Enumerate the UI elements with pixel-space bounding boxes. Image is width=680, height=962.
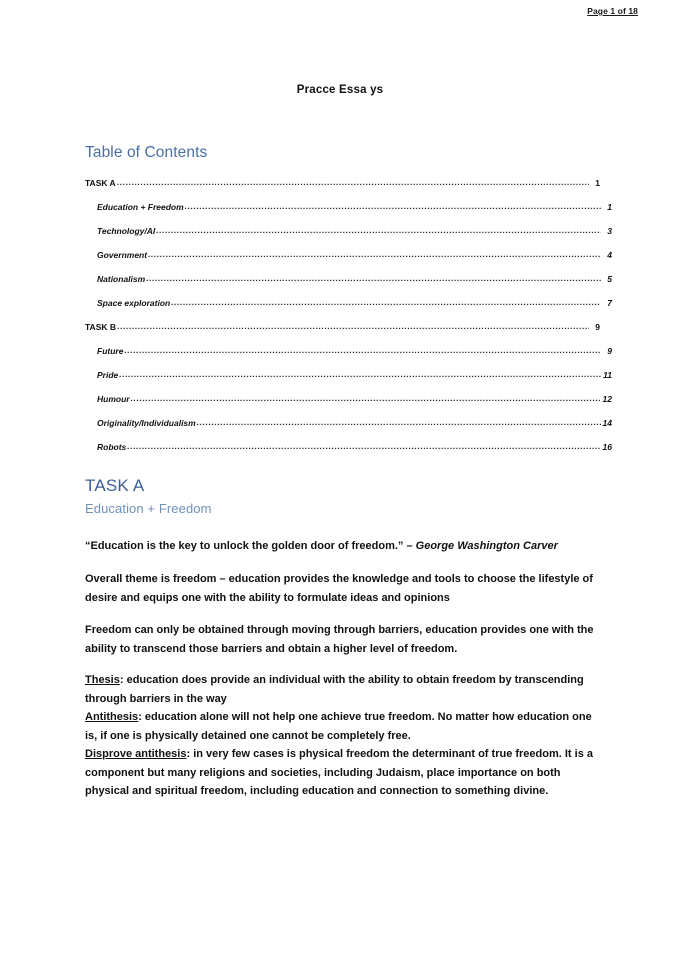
antithesis-text: : education alone will not help one achieve true freedom. No matter how education one is, if one is physically detained one cannot be completely free. bbox=[85, 711, 592, 742]
toc-leader-dots bbox=[124, 345, 601, 355]
toc-leader-dots bbox=[146, 273, 601, 283]
toc-leader-dots bbox=[117, 177, 589, 187]
quote-paragraph bbox=[85, 537, 597, 556]
toc-entry[interactable] bbox=[85, 370, 612, 394]
toc-entry-page-number: 3 bbox=[607, 226, 612, 236]
toc-leader-dots bbox=[171, 297, 601, 307]
toc-entry-label: Humour bbox=[97, 394, 130, 404]
toc-entry-page-number: 12 bbox=[602, 394, 612, 404]
toc-entry-label: Pride bbox=[97, 370, 119, 380]
toc-entry[interactable] bbox=[85, 322, 600, 346]
toc-entry-label: Technology/AI bbox=[97, 226, 156, 236]
toc-entry-label: Space exploration bbox=[97, 298, 171, 308]
argument-block bbox=[85, 671, 597, 801]
toc-entry-label: Originality/Individualism bbox=[97, 418, 196, 428]
toc-entry-label: Future bbox=[97, 346, 124, 356]
toc-entry-label: Government bbox=[97, 250, 148, 260]
toc-entry[interactable] bbox=[85, 442, 612, 466]
toc-entry-page-number: 14 bbox=[602, 418, 612, 428]
toc-entry-page-number: 5 bbox=[607, 274, 612, 284]
freedom-paragraph: Freedom can only be obtained through moving through barriers, education provides one with the ability to transcend those barriers and obtain a higher level of freedom. bbox=[85, 624, 594, 655]
toc-leader-dots bbox=[156, 225, 601, 235]
toc-leader-dots bbox=[148, 249, 601, 259]
toc-leader-dots bbox=[117, 321, 589, 331]
toc-leader-dots bbox=[197, 417, 601, 427]
quote-attribution: George Washington Carver bbox=[415, 540, 558, 552]
overview-paragraph: Overall theme is freedom – education provides the knowledge and tools to choose the lifestyle of desire and equips one with the ability to formulate ideas and opinions bbox=[85, 573, 593, 604]
disprove-antithesis-text: : in very few cases is physical freedom the determinant of true freedom. It is a component but many religions and societies, including Judaism, place importance on both physical and spiritual freedom, including education and connection to something divine. bbox=[85, 748, 594, 797]
toc-entry[interactable] bbox=[85, 274, 612, 298]
toc-entry-page-number: 1 bbox=[595, 178, 600, 188]
quote-text: “Education is the key to unlock the golden door of freedom.” – bbox=[85, 540, 416, 552]
thesis-label: Thesis bbox=[85, 674, 120, 686]
toc-entry[interactable] bbox=[85, 346, 612, 370]
toc-entry-page-number: 4 bbox=[607, 250, 612, 260]
toc-entry-label: TASK A bbox=[85, 178, 116, 188]
section-heading-task-a: TASK A bbox=[85, 476, 145, 495]
toc-entry[interactable] bbox=[85, 298, 612, 322]
antithesis-label: Antithesis bbox=[85, 711, 139, 723]
toc-entry[interactable] bbox=[85, 202, 612, 226]
toc-entry[interactable] bbox=[85, 250, 612, 274]
table-of-contents-list bbox=[85, 178, 612, 466]
toc-entry-page-number: 16 bbox=[602, 442, 612, 452]
section-subheading-education-freedom: Education + Freedom bbox=[85, 501, 212, 516]
toc-entry-label: Robots bbox=[97, 442, 127, 452]
toc-entry-page-number: 9 bbox=[595, 322, 600, 332]
toc-entry[interactable] bbox=[85, 418, 612, 442]
toc-leader-dots bbox=[131, 393, 601, 403]
page-number-header: Page 1 of 18 bbox=[587, 6, 638, 16]
toc-entry-label: TASK B bbox=[85, 322, 117, 332]
disprove-antithesis-label: Disprove antithesis bbox=[85, 748, 187, 760]
toc-entry-page-number: 9 bbox=[607, 346, 612, 356]
toc-leader-dots bbox=[127, 441, 601, 451]
toc-entry-page-number: 1 bbox=[607, 202, 612, 212]
thesis-text: : education does provide an individual with the ability to obtain freedom by transcending through barriers in the way bbox=[85, 674, 584, 705]
document-title: Pracce Essa ys bbox=[296, 84, 384, 96]
toc-entry-label: Education + Freedom bbox=[97, 202, 184, 212]
toc-entry[interactable] bbox=[85, 394, 612, 418]
toc-entry-label: Nationalism bbox=[97, 274, 146, 284]
table-of-contents-heading: Table of Contents bbox=[85, 144, 208, 161]
toc-leader-dots bbox=[119, 369, 601, 379]
toc-entry[interactable] bbox=[85, 226, 612, 250]
toc-entry-page-number: 7 bbox=[607, 298, 612, 308]
toc-leader-dots bbox=[185, 201, 601, 211]
toc-entry-page-number: 11 bbox=[603, 370, 612, 380]
toc-entry[interactable] bbox=[85, 178, 600, 202]
